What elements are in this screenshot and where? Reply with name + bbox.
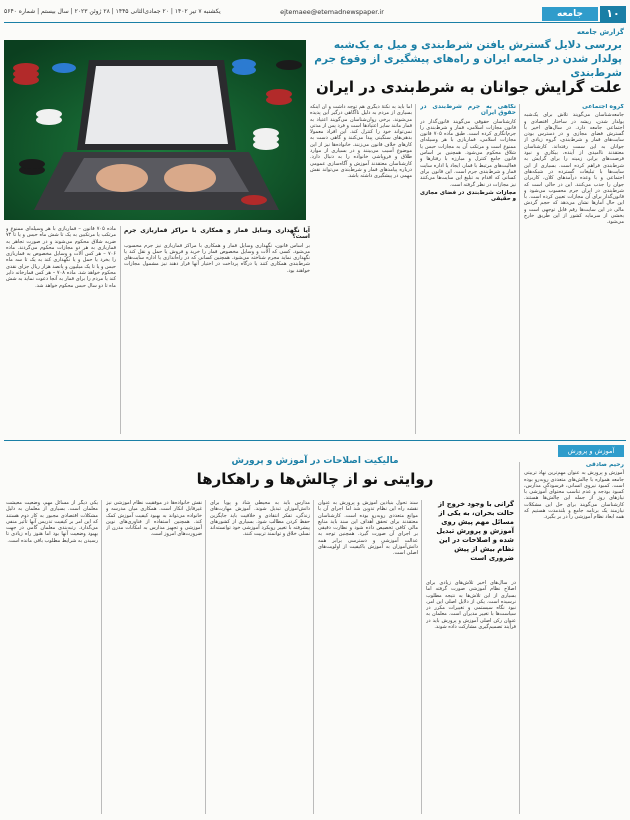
story-headline: علت گرایش جوانان به شرط‌بندی در ایران [316, 78, 622, 96]
story-deck: بررسی دلایل گسترش یافتن شرط‌بندی و میل به یک‌شبه پولدار شدن در جامعه ایران و راه‌های پیشگیری از وقوع جرم شرط‌بندی [314, 39, 622, 79]
second-body-1: آموزش و پرورش به عنوان مهم‌ترین نهاد تربیتی جامعه همواره با چالش‌های متعددی روبه‌رو بوده است. کمبود نیروی انسانی، فرسودگی مدارس، کمبود بودجه و عدم تناسب محتوای آموزشی با نیازهای روز از جمله این چالش‌ها هستند. کارشناسان می‌گویند برای حل این مشکلات نیازمند یک برنامه جامع و بلندمدت هستیم که همه ابعاد نظام آموزشی را در بر بگیرد. [524, 470, 624, 521]
section-email[interactable]: ejtemaee@etemadnewspaper.ir [280, 8, 384, 16]
byline: گروه اجتماعی [582, 104, 624, 110]
column-3-text: اما باید به نکتۀ دیگری هم توجه داشت و آن اینکه بسیاری از مردم به دلیل ناآگاهی درگیر این پدیده می‌شوند. برخی روان‌شناسان می‌گویند اعتیاد به قمار مانند سایر اعتیادها است و فرد پس از مدتی نمی‌تواند خود را کنترل کند. این افراد معمولا بدهی‌های سنگینی پیدا می‌کنند و گاهی دست به کارهای خلاف قانون می‌زنند. خانواده‌ها نیز از این موضوع آسیب می‌بینند و در بسیاری از موارد طلاق و فروپاشی خانواده را به دنبال دارد. کارشناسان معتقدند آموزش و آگاه‌سازی عمومی درباره پیامدهای قمار و شرط‌بندی می‌تواند نقش مهمی در پیشگیری داشته باشد. [310, 104, 412, 180]
column-1-text: جامعه‌شناسان می‌گویند تلاش برای یک‌شبه پولدار شدن، ریشه در ساختار اقتصادی و اجتماعی جامعه دارد. در سال‌های اخیر با گسترش فضای مجازی و در دسترس بودن سایت‌های قمار و شرط‌بندی، گروه زیادی از جوانان به این سمت رفته‌اند. کارشناسان معتقدند ناامیدی از آینده، بیکاری و نبود فرصت‌های برابر، زمینه را برای گرایش به شرط‌بندی فراهم کرده است. بسیاری از این سایت‌ها با تبلیغات گسترده در شبکه‌های اجتماعی و با وعده درآمدهای کلان، کاربران جوان را جذب می‌کنند. این در حالی است که شرط‌بندی در ایران جرم محسوب می‌شود و قانون‌گذار برای آن مجازات تعیین کرده است. با این حال آمارها نشان می‌دهد که حجم گردش مالی در این سایت‌ها رقم قابل توجهی است و بخشی از سرمایه کشور از این طریق خارج می‌شود. [524, 112, 624, 226]
second-column-1 [524, 462, 624, 814]
page-number: ۱۰ [600, 6, 626, 22]
second-column-5 [106, 500, 202, 814]
column-rule [415, 104, 416, 434]
column-rule [120, 226, 121, 434]
column-rule [421, 500, 422, 814]
column-4-text: بر اساس قانون، نگهداری وسایل قمار و همکاری با مراکز قماربازی نیز جرم محسوب می‌شود. کسی که آلات و وسایل مخصوص قمار را خرید و فروش یا حمل و نقل کند یا نگهداری نماید مجرم شناخته می‌شود. همچنین کسانی که در راه‌اندازی یا اداره سایت‌های شرط‌بندی همکاری کنند یا درگاه پرداخت در اختیار آنها قرار دهند نیز مشمول مجازات خواهند بود. [124, 242, 310, 274]
second-body-4: مدارس باید به محیطی شاد و پویا برای دانش‌آموزان تبدیل شوند. آموزش مهارت‌های زندگی، تفکر انتقادی و خلاقیت باید جایگزین حفظ کردن مطالب شود. بسیاری از کشورهای پیشرفته با تغییر رویکرد آموزشی خود توانسته‌اند نسلی خلاق و توانمند تربیت کنند. [210, 500, 310, 538]
second-body-6: یکی دیگر از مسائل مهم، وضعیت معیشت معلمان است. بسیاری از معلمان به دلیل مشکلات اقتصادی مجبور به کار دوم هستند که این امر بر کیفیت تدریس آنها تاثیر منفی می‌گذارد. رتبه‌بندی معلمان گامی در جهت بهبود وضعیت آنها بود اما هنوز راه زیادی تا رسیدن به شرایط مطلوب باقی مانده است. [6, 500, 98, 544]
second-column-6 [6, 500, 98, 814]
page-header [4, 6, 626, 23]
column-2-text: کارشناسان حقوقی می‌گویند قانون‌گذار در قانون مجازات اسلامی، قمار و شرط‌بندی را جرم‌انگاری کرده است. طبق ماده ۷۰۵ قانون مجازات اسلامی، قماربازی با هر وسیله‌ای ممنوع است و مرتکب آن به مجازات حبس یا شلاق محکوم می‌شود. همچنین بر اساس قانون جامع کنترل و مبارزه با رفتارها و فعالیت‌های مرتبط با قمار، ایجاد یا اداره سایت قمار و شرط‌بندی جرم است. این قانون برای کسانی که اقدام به تبلیغ این سایت‌ها می‌کنند نیز مجازات در نظر گرفته است. [420, 118, 516, 188]
column-2-label: نگاهی به جرم شرط‌بندی در حقوق ایران [420, 104, 516, 117]
section-name: جامعه [542, 7, 598, 21]
story-kicker: گزارش جامعه [576, 28, 624, 36]
article-column-1 [524, 104, 624, 434]
column-rule [313, 500, 314, 814]
pull-quote: گرانی با وجود خروج از حالت بحران، به یکی از مسائل مهم پیش روی آموزش و پرورش تبدیل شده و اصلاحات در این نظام بیش از پیش ضروری است [436, 500, 514, 562]
education-section-tag: آموزش و پرورش [558, 445, 624, 457]
second-column-4 [210, 500, 310, 814]
second-body-3: سند تحول بنیادین آموزش و پرورش به عنوان نقشه راه این نظام تدوین شد اما اجرای آن با موانع متعددی روبه‌رو بوده است. کارشناسان معتقدند برای تحقق اهداف این سند باید منابع مالی کافی تخصیص داده شود و نظارت دقیقی بر اجرای آن صورت گیرد. همچنین توجه به عدالت آموزشی و دسترسی برابر همه دانش‌آموزان به آموزش باکیفیت از اولویت‌های اصلی است. [318, 500, 418, 557]
article-column-3 [310, 104, 412, 434]
story-divider [4, 440, 626, 441]
second-column-3 [318, 500, 418, 814]
sidebar-box-title: آیا نگهداری وسایل قمار و همکاری با مراکز قماربازی جرم است؟ [124, 227, 310, 241]
second-story-headline: روایتی نو از چالش‌ها و راهکارها [196, 470, 434, 488]
column-rule [519, 104, 520, 434]
laptop-casino-chips-photo [4, 40, 306, 220]
issue-line: یکشنبه ۷ تیر ۱۴۰۲ | ۲۰ جمادی‌الثانی ۱۴۴۵ | ۲۸ ژوئن ۲۰۲۳ | سال بیستم | شماره ۵۶۴۰ [4, 8, 221, 15]
column-rule [519, 462, 520, 814]
second-byline: رحیم صادقی [585, 462, 624, 468]
second-body-5: نقش خانواده‌ها در موفقیت نظام آموزشی نیز غیرقابل انکار است. همکاری میان مدرسه و خانواده می‌تواند به بهبود کیفیت آموزش کمک کند. همچنین استفاده از فناوری‌های نوین آموزشی و تجهیز مدارس به امکانات مدرن از ضرورت‌های امروز است. [106, 500, 202, 538]
article-column-2 [420, 104, 516, 434]
second-column-2 [426, 580, 516, 814]
second-body-2: در سال‌های اخیر تلاش‌های زیادی برای اصلاح نظام آموزشی صورت گرفته اما بسیاری از این تلاش‌ها به نتیجه مطلوب نرسیده است. یکی از دلایل اصلی این امر، نبود نگاه سیستمی و تغییرات مکرر در سیاست‌ها با تغییر مدیران است. معلمان به عنوان رکن اصلی آموزش و پرورش باید در فرآیند تصمیم‌گیری مشارکت داده شوند. [426, 580, 516, 631]
column-rule [205, 500, 206, 814]
article-column-4 [124, 226, 310, 434]
column-rule [101, 500, 102, 814]
column-5-text: ماده ۷۰۵ قانون – قماربازی با هر وسیله‌ای ممنوع و مرتکب یا مرتکبین به یک تا شش ماه حبس و یا تا ۷۴ ضربه شلاق محکوم می‌شوند و در صورت تجاهر به قماربازی به هر دو مجازات محکوم می‌گردند. ماده ۷۰۶ – هر کس آلات و وسایل مخصوص به قماربازی را بخرد یا حمل و یا نگهداری کند به یک تا سه ماه حبس و یا تا یک میلیون و پانصد هزار ریال جزای نقدی محکوم خواهد شد. ماده ۷۰۸ – هر کس قمارخانه دایر کند یا مردم را برای قمار به آنجا دعوت نماید به شش ماه تا دو سال حبس محکوم خواهد شد. [6, 226, 116, 289]
column-2-subhead: مجازات شرط‌بندی در فضای مجازی و حقیقی [420, 189, 516, 203]
second-story-deck: مالیکیت اصلاحات در آموزش و پرورش [231, 456, 399, 466]
article-column-5 [6, 226, 116, 434]
